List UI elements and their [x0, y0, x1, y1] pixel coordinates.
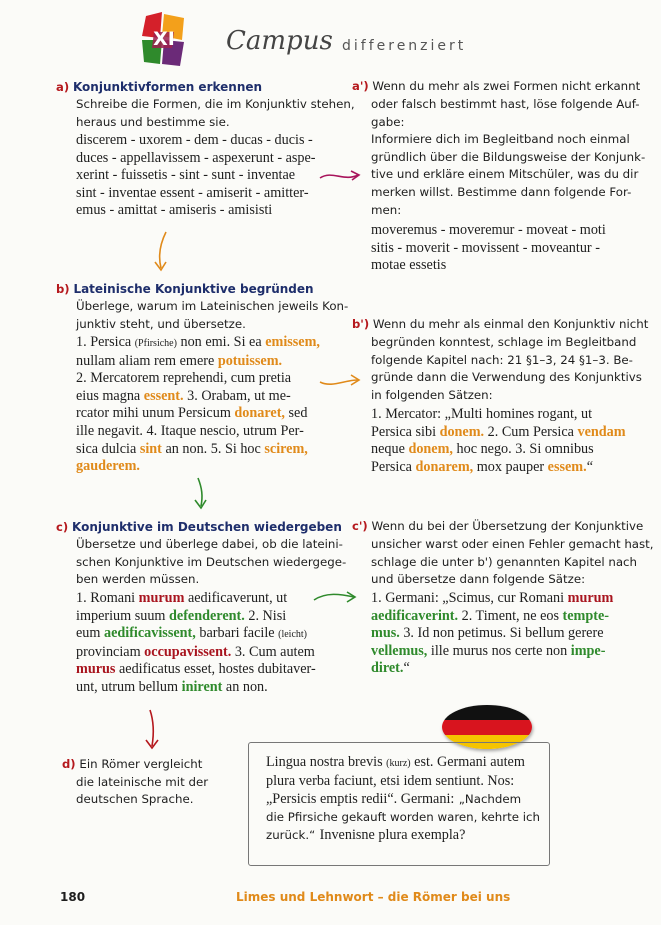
subjunctive-word: donaret, [234, 405, 285, 422]
text-line: die lateinische mit der [76, 774, 209, 789]
text: hoc nego. 3. Si omnibus [456, 441, 594, 458]
section-a-label: a) [56, 80, 70, 94]
subjunctive-word: aedificavissent, [103, 625, 196, 642]
comparison-box-text [266, 754, 546, 845]
text-line: begründen konntest, schlage im Begleitband [371, 335, 637, 349]
text: aedificaverunt, ut [187, 590, 288, 606]
arrow-a-to-a2-icon [318, 166, 362, 186]
section-a2 [352, 78, 640, 96]
section-c-heading [56, 518, 342, 536]
section-b-sentences [76, 334, 320, 476]
section-b2-sentences [371, 406, 626, 476]
section-b-heading [56, 280, 314, 298]
text-line: Wenn du mehr als einmal den Konjunktiv nicht [372, 317, 649, 331]
text: provinciam [76, 643, 141, 660]
text: mox pauper [476, 458, 545, 475]
text-line: Überlege, warum im Lateinischen jeweils Kon- [76, 299, 349, 313]
text: 3. Cum autem [234, 643, 315, 660]
text-line: schlage die unter b') genannten Kapitel nach [371, 554, 638, 569]
subjunctive-word: mus. [371, 625, 400, 642]
text-line: deutschen Sprache. [76, 792, 194, 807]
text: ille murus nos certe non [430, 642, 568, 659]
header-subtitle: differenziert [342, 38, 467, 54]
subjunctive-word: essem. [547, 458, 587, 475]
chapter-number: XI [153, 28, 175, 50]
text-line: Übersetze und überlege dabei, ob die lateini- [76, 537, 343, 551]
text-line: men: [371, 202, 402, 217]
text: neque [371, 441, 405, 458]
subjunctive-word: essent. [143, 387, 184, 404]
section-a2-body [371, 96, 645, 219]
text: sed [288, 405, 308, 422]
text-line: ben werden müssen. [76, 572, 200, 587]
text-line: Wenn du mehr als zwei Formen nicht erkannt [372, 79, 641, 93]
text: an non. 5. Si hoc [165, 440, 261, 457]
text-line: merken willst. Bestimme dann folgende For- [371, 184, 632, 199]
section-b-instructions [76, 298, 348, 333]
text-line: Schreibe die Formen, die im Konjunktiv stehen, [76, 97, 355, 111]
section-c2-label: c') [352, 519, 368, 533]
subjunctive-word: emissem, [265, 334, 320, 350]
text: Persica sibi [371, 423, 437, 440]
text: 1. Persica [76, 334, 132, 350]
text-line: schen Konjunktive im Deutschen wiedergege- [76, 554, 347, 569]
arrow-c-to-d-icon [142, 708, 164, 752]
text: eum [76, 625, 101, 642]
text-line: 1. Mercator: „Multi homines rogant, ut [371, 406, 593, 422]
brand-logo: Campus [226, 26, 333, 56]
text-line: 2. Mercatorem reprehendi, cum pretia [76, 370, 292, 387]
section-c-instructions [76, 536, 346, 589]
subjunctive-word: aedificaverint. [371, 607, 459, 624]
text-line: Ein Römer vergleicht [79, 757, 203, 771]
subjunctive-word: impe- [570, 642, 606, 659]
section-c2-body [371, 536, 654, 589]
subjunctive-word: tempte- [562, 607, 610, 624]
text: 1. Romani [76, 590, 136, 606]
subjunctive-word: donem, [408, 441, 453, 458]
subjunctive-word: defenderent. [169, 607, 245, 624]
text-line: gründe dann die Verwendung des Konjunktivs [371, 370, 642, 385]
gloss: (Pfirsiche) [134, 338, 177, 349]
section-a2-forms [371, 222, 606, 275]
text-line: gabe: [371, 114, 405, 129]
section-b2-body [371, 334, 642, 404]
text: “ [403, 660, 410, 677]
text: aedificatus esset, hostes dubitaver- [118, 661, 316, 678]
subjunctive-word: potuissem. [217, 352, 283, 369]
text-line: tive und erkläre einem Mitschüler, was du dir [371, 167, 639, 182]
text: sica dulcia [76, 440, 137, 457]
text: „Nachdem [458, 792, 522, 807]
text: an non. [225, 678, 268, 695]
text: rcator mihi unum Persicum [76, 405, 231, 422]
text-line: sint - inventae essent - amiserit - amitter- [76, 184, 309, 201]
gloss: (kurz) [386, 758, 411, 769]
text-line: xerint - fuissetis - sint - sunt - inventae [76, 167, 296, 184]
text-line: Wenn du bei der Übersetzung der Konjunktive [371, 519, 644, 533]
section-b-label: b) [56, 282, 70, 296]
text: “ [586, 458, 593, 475]
section-b2 [352, 316, 648, 334]
text-line: die Pfirsiche gekauft worden waren, kehrte ich [266, 809, 541, 824]
section-a-heading [56, 78, 262, 96]
section-a-forms [76, 132, 316, 220]
text: Lingua nostra brevis [266, 754, 383, 770]
section-c2 [352, 518, 643, 536]
text-line: folgende Kapitel nach: 21 §1–3, 24 §1–3. Be- [371, 352, 633, 367]
subjunctive-word: donarem, [415, 458, 474, 475]
subjunctive-word: sint [139, 440, 162, 457]
text-line: sitis - moverit - movissent - moveantur - [371, 239, 600, 256]
subjunctive-word: scirem, [264, 440, 308, 457]
subjunctive-word: vellemus, [371, 642, 428, 659]
text-line: Informiere dich im Begleitband noch einmal [371, 132, 630, 147]
arrow-b-to-b2-icon [318, 372, 362, 390]
subjunctive-word: diret. [371, 660, 404, 677]
section-a-title: Konjunktivformen erkennen [72, 80, 263, 94]
text: barbari facile [199, 625, 275, 642]
section-d [62, 756, 208, 809]
object-word: murus [76, 661, 116, 678]
text: Invenisne plura exempla? [319, 827, 466, 844]
text-line: gründlich über die Bildungsweise der Konjunk- [371, 149, 646, 164]
text-line: unsicher warst oder einen Fehler gemacht hast, [371, 537, 654, 551]
text-line: ille negavit. 4. Itaque nescio, utrum Per- [76, 422, 304, 439]
section-c-sentences [76, 590, 316, 697]
section-b2-label: b') [352, 317, 370, 331]
section-a2-label: a') [352, 79, 369, 93]
arrow-b-to-c-icon [190, 476, 212, 512]
text: „Persicis emptis redii“. Germani: [266, 791, 455, 808]
gloss: (leicht) [278, 629, 307, 641]
text: 3. Id non petimus. Si bellum gerere [403, 625, 604, 642]
text-line: motae essetis [371, 257, 447, 274]
section-a-instructions [76, 96, 355, 131]
text: 1. Germani: „Scimus, cur Romani [371, 590, 565, 606]
text: 2. Timent, ne eos [461, 607, 559, 624]
text: 2. Cum Persica [487, 423, 574, 440]
object-word: murum [567, 590, 614, 606]
text-line: plura verba faciunt, etsi idem sentiunt. Nos: [266, 772, 515, 789]
section-c2-sentences [371, 590, 613, 678]
page-number: 180 [60, 890, 86, 904]
footer-title: Limes und Lehnwort – die Römer bei uns [236, 890, 511, 904]
subjunctive-word: donem. [439, 423, 485, 440]
text: eius magna [76, 387, 141, 404]
arrow-c-to-c2-icon [312, 588, 358, 606]
text: nullam aliam rem emere [76, 352, 215, 369]
text-line: in folgenden Sätzen: [371, 387, 493, 402]
text-line: oder falsch bestimmt hast, löse folgende Auf- [371, 97, 640, 111]
text-line: duces - appellavissem - aspexerunt - aspe- [76, 149, 316, 166]
text-line: discerem - uxorem - dem - ducas - ducis - [76, 132, 313, 148]
section-c-label: c) [56, 520, 69, 534]
text: zurück.“ [266, 828, 316, 843]
text-line: heraus und bestimme sie. [76, 114, 230, 129]
text: unt, utrum bellum [76, 678, 179, 695]
subjunctive-word: inirent [181, 678, 223, 695]
object-word: occupavissent. [144, 643, 232, 660]
object-word: murum [138, 590, 185, 606]
text-line: moveremus - moveremur - moveat - moti [371, 222, 606, 238]
subjunctive-word: vendam [577, 423, 626, 440]
text: est. Germani autem [414, 754, 525, 770]
text-line: emus - amittat - amiseris - amisisti [76, 202, 273, 219]
text: Persica [371, 458, 412, 475]
text: 3. Orabam, ut me- [187, 387, 291, 404]
text: non emi. Si ea [180, 334, 262, 350]
arrow-a-to-b-icon [150, 230, 174, 274]
text-line: junktiv steht, und übersetze. [76, 316, 246, 331]
section-b-title: Lateinische Konjunktive begründen [73, 282, 314, 296]
section-d-label: d) [62, 757, 76, 771]
text: 2. Nisi [248, 607, 287, 624]
section-c-title: Konjunktive im Deutschen wiedergeben [72, 520, 342, 534]
subjunctive-word: gauderem. [76, 458, 140, 475]
text: imperium suum [76, 607, 166, 624]
text-line: und übersetze dann folgende Sätze: [371, 572, 586, 587]
